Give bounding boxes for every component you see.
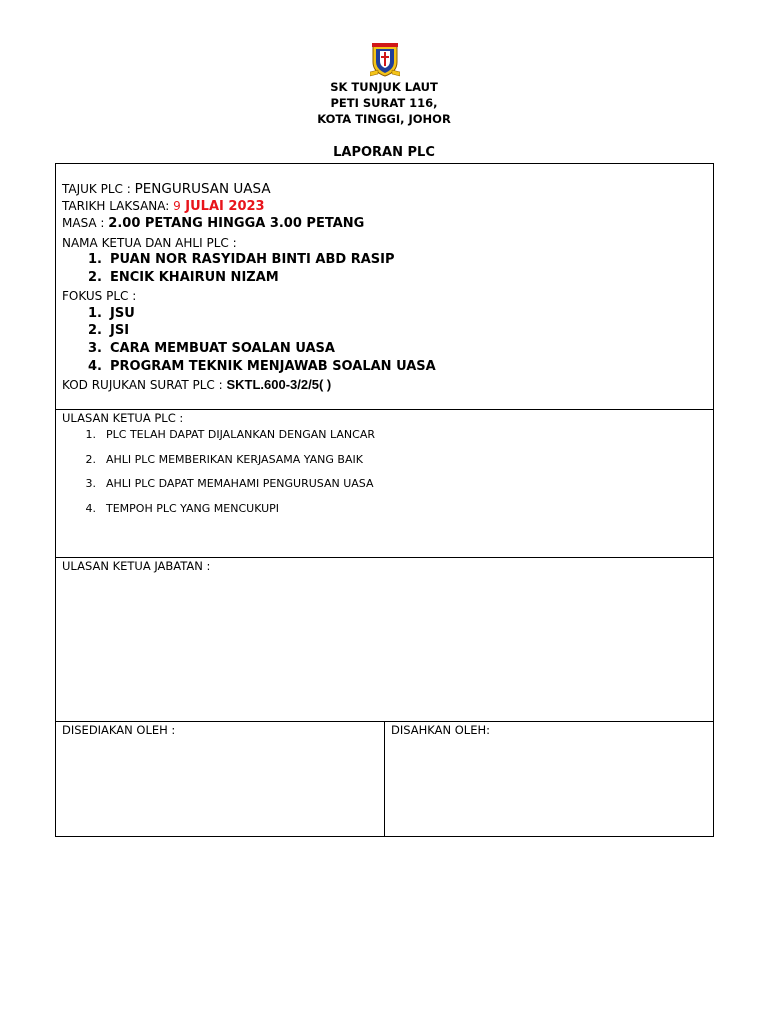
list-number: 2. [88,323,102,338]
disediakan-box [55,721,385,837]
list-number: 3. [85,477,96,490]
list-number: 3. [88,341,102,356]
ahli-label: NAMA KETUA DAN AHLI PLC : [62,236,237,250]
list-number: 4. [85,502,96,515]
disediakan-label: DISEDIAKAN OLEH : [62,723,176,737]
school-address-1: PETI SURAT 116, [330,96,438,110]
ulasan-item [80,428,375,441]
ulasan-item [80,477,374,490]
ulasan-text: TEMPOH PLC YANG MENCUKUPI [106,502,280,515]
ahli-item [80,270,279,285]
fokus-text: JSI [110,323,130,338]
fokus-item [80,323,129,338]
disahkan-box [384,721,714,837]
ulasan-jabatan-label: ULASAN KETUA JABATAN : [62,559,211,573]
tajuk-label: TAJUK PLC : [62,182,135,196]
list-number: 1. [88,306,102,321]
ulasan-text: PLC TELAH DAPAT DIJALANKAN DENGAN LANCAR [106,428,376,441]
ulasan-item [80,453,363,466]
masa-row [62,216,364,231]
tarikh-label: TARIKH LAKSANA: [62,199,174,213]
tarikh-month-year: JULAI 2023 [180,199,265,214]
list-number: 4. [88,359,102,374]
tajuk-value: PENGURUSAN UASA [134,181,271,197]
tarikh-day: 9 [173,199,181,213]
ulasan-jabatan-box [55,557,714,722]
page-title: LAPORAN PLC [333,145,435,160]
list-number: 2. [85,453,96,466]
kod-label: KOD RUJUKAN SURAT PLC : [62,378,227,392]
fokus-text: PROGRAM TEKNIK MENJAWAB SOALAN UASA [110,359,436,374]
list-number: 1. [85,428,96,441]
fokus-label: FOKUS PLC : [62,289,137,303]
kod-row [62,377,331,392]
masa-label: MASA : [62,216,109,230]
kod-value: SKTL.600-3/2/5( ) [226,377,332,392]
masa-value: 2.00 PETANG HINGGA 3.00 PETANG [108,216,365,231]
school-crest-icon [370,42,400,78]
ahli-name: ENCIK KHAIRUN NIZAM [110,270,279,285]
list-number: 2. [88,270,102,285]
fokus-item [80,341,335,356]
tarikh-row [62,199,265,214]
ulasan-ketua-label: ULASAN KETUA PLC : [62,411,184,425]
tajuk-row [62,181,271,197]
disahkan-label: DISAHKAN OLEH: [391,723,490,737]
ulasan-text: AHLI PLC DAPAT MEMAHAMI PENGURUSAN UASA [106,477,374,490]
school-address-2: KOTA TINGGI, JOHOR [317,112,451,126]
ulasan-item [80,502,279,515]
fokus-text: JSU [110,306,135,321]
ahli-item [80,252,395,267]
school-name: SK TUNJUK LAUT [330,80,438,94]
ulasan-text: AHLI PLC MEMBERIKAN KERJASAMA YANG BAIK [106,453,363,466]
fokus-text: CARA MEMBUAT SOALAN UASA [110,341,335,356]
fokus-item [80,306,135,321]
list-number: 1. [88,252,102,267]
ahli-name: PUAN NOR RASYIDAH BINTI ABD RASIP [110,252,395,267]
fokus-item [80,359,436,374]
